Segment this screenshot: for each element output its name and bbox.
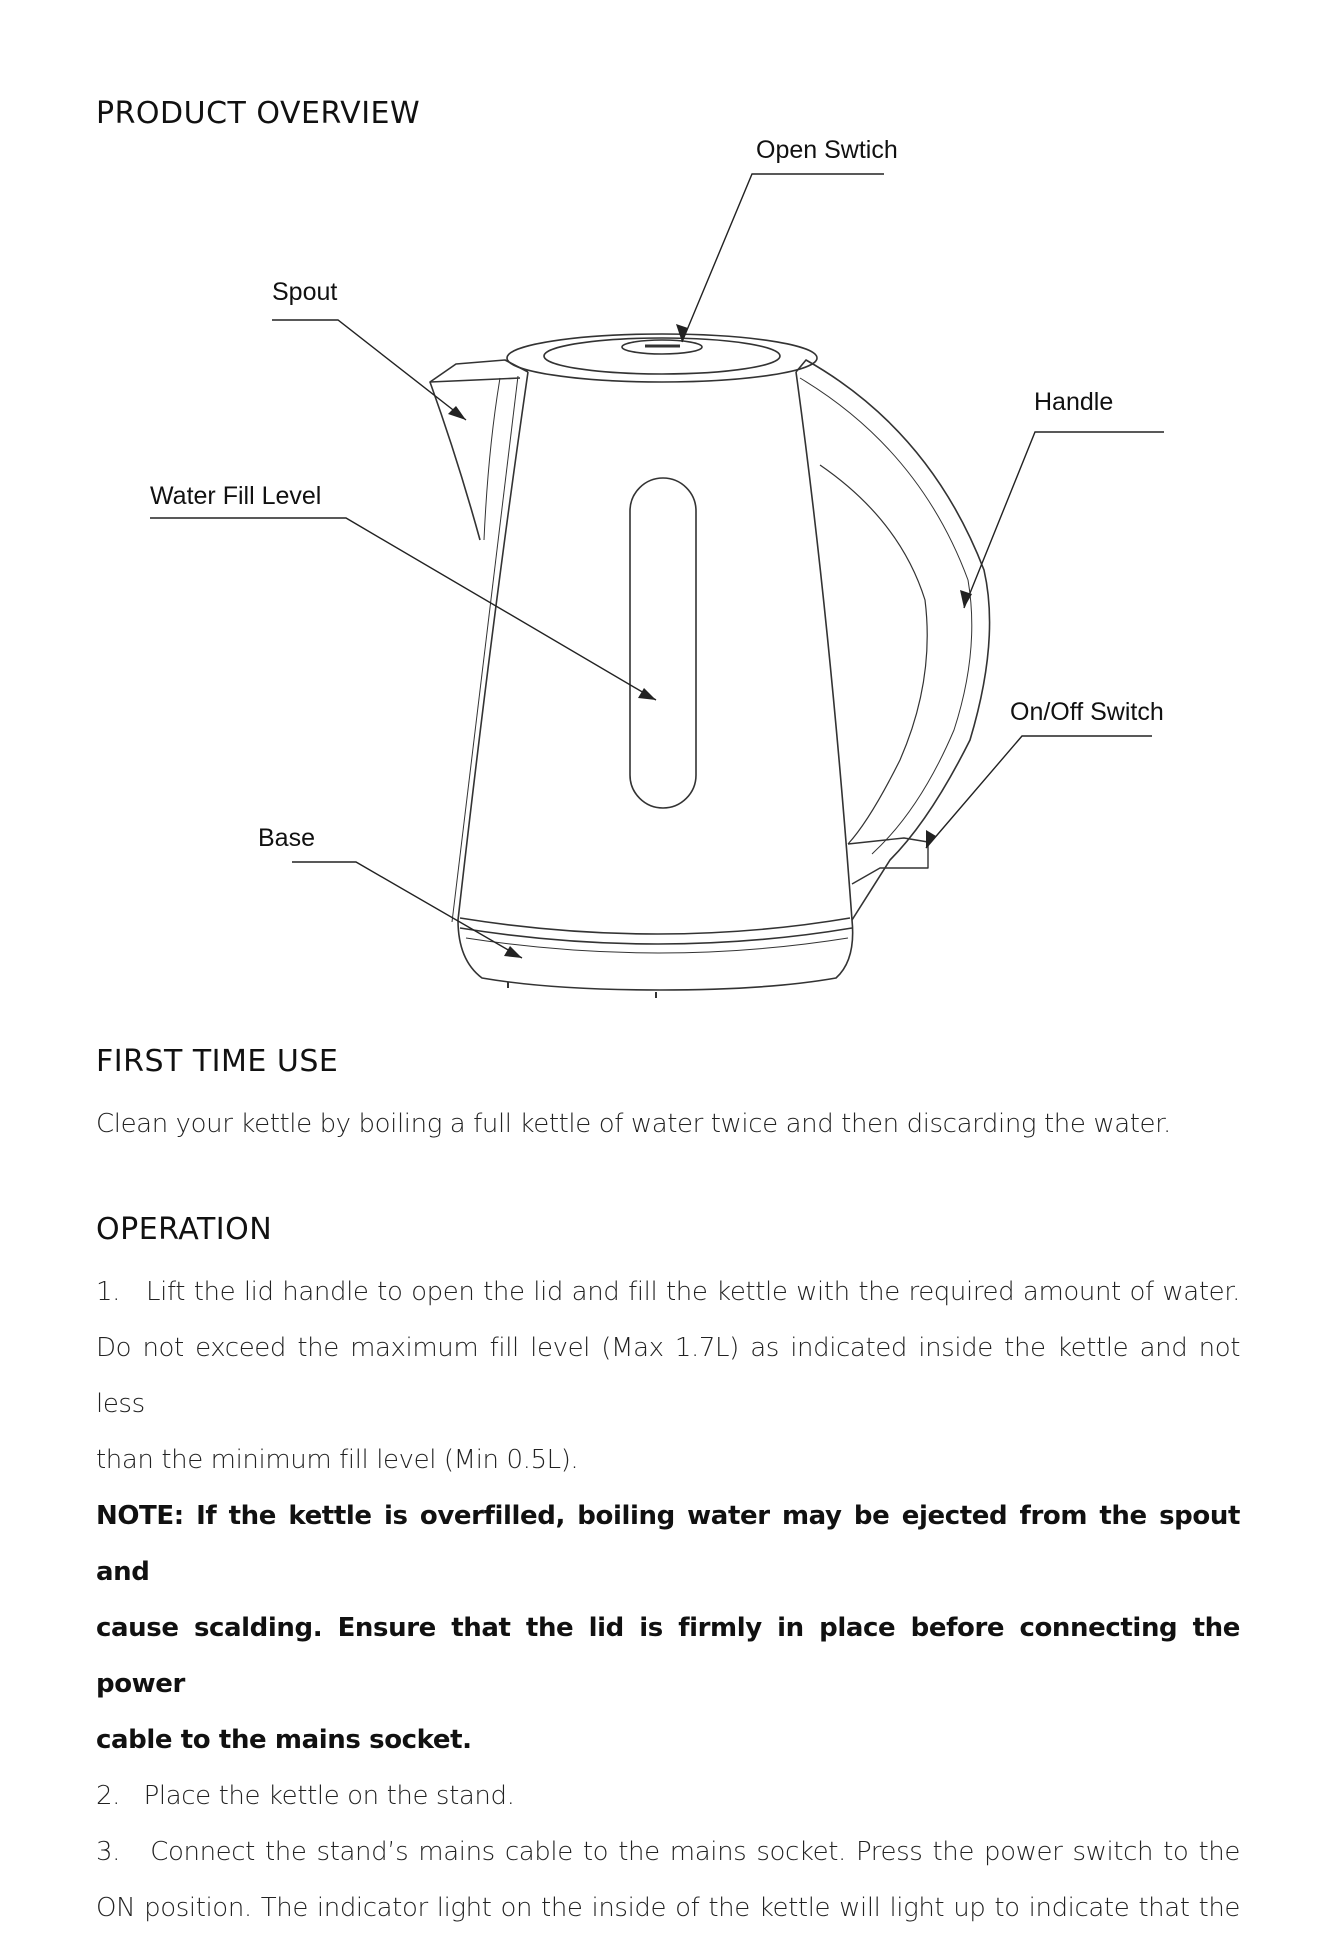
lid-inner xyxy=(544,338,780,374)
kettle-body xyxy=(458,372,853,990)
step-1-line-3: than the minimum fill level (Min 0.5L). xyxy=(96,1445,579,1475)
step-2-number: 2. xyxy=(96,1781,121,1811)
step-2-text: Place the kettle on the stand. xyxy=(143,1781,515,1811)
handle xyxy=(796,360,990,920)
step-3-line-2: ON position. The indicator light on the inside of the kettle will light up to indicate that the xyxy=(96,1893,1240,1923)
operation-heading: OPERATION xyxy=(96,1212,273,1247)
step-1-line-2: Do not exceed the maximum fill level (Max 1.7L) as indicated inside the kettle and not less xyxy=(96,1333,1240,1419)
note-line-3: cable to the mains socket. xyxy=(96,1725,472,1755)
product-overview-heading: PRODUCT OVERVIEW xyxy=(96,96,421,131)
label-water-fill-level: Water Fill Level xyxy=(150,482,322,510)
base-ring xyxy=(460,918,850,934)
water-window xyxy=(630,478,696,808)
step-3-text: Connect the stand’s mains cable to the mains socket. Press the power switch to the xyxy=(150,1837,1240,1867)
spout xyxy=(430,360,528,540)
label-spout: Spout xyxy=(272,278,338,306)
note-line-1: NOTE: If the kettle is overfilled, boiling water may be ejected from the spout and xyxy=(96,1501,1240,1587)
step-1-text: Lift the lid handle to open the lid and fill the kettle with the required amount of water. xyxy=(146,1277,1240,1307)
note-line-2: cause scalding. Ensure that the lid is firmly in place before connecting the power xyxy=(96,1613,1240,1699)
step-1-number: 1. xyxy=(96,1277,121,1307)
first-time-use-text: Clean your kettle by boiling a full kettle of water twice and then discarding the water. xyxy=(96,1109,1171,1139)
first-time-use-heading: FIRST TIME USE xyxy=(96,1044,339,1079)
step-2 xyxy=(96,1768,1240,1824)
step-1-line-1 xyxy=(96,1264,1240,1320)
step-3-number: 3. xyxy=(96,1837,121,1867)
label-handle: Handle xyxy=(1034,388,1114,416)
operation-body xyxy=(96,1264,1240,1936)
label-on-off-switch: On/Off Switch xyxy=(1010,698,1164,726)
label-base: Base xyxy=(258,824,315,852)
kettle-diagram xyxy=(0,120,1324,1020)
label-open-switch: Open Swtich xyxy=(756,136,898,164)
